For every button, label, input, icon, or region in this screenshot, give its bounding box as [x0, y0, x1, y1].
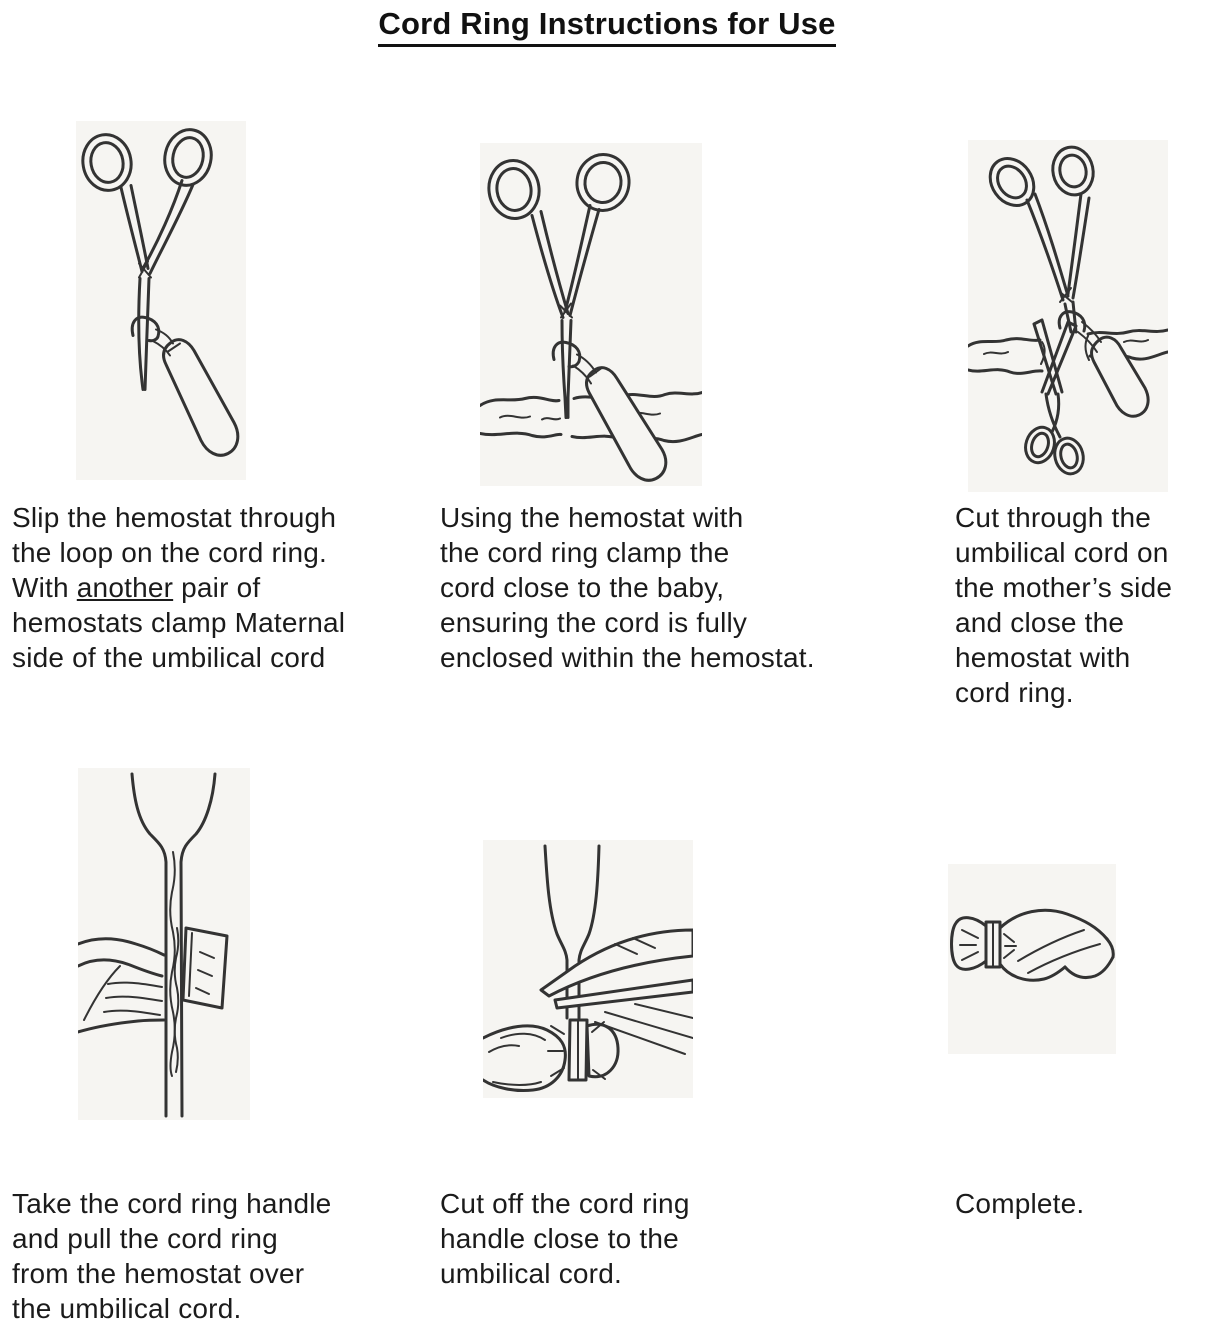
umbilical-cord — [968, 330, 1168, 373]
step1-figure — [76, 121, 246, 480]
step1-caption-line1: Slip the hemostat through — [12, 502, 337, 533]
scissors — [1021, 320, 1087, 477]
step6-figure — [948, 864, 1116, 1054]
step1-caption-line3-before: With — [12, 572, 77, 603]
umbilical-cord — [480, 393, 702, 442]
step6-caption: Complete. — [955, 1188, 1085, 1219]
step1-caption-underlined-word: another — [76, 572, 174, 603]
step1-caption-line4: hemostats clamp Maternal — [12, 607, 346, 638]
hemostat-with-cord-ring-illustration — [76, 121, 246, 480]
step3-figure — [968, 140, 1168, 492]
page-title: Cord Ring Instructions for Use — [378, 6, 835, 47]
step4-figure — [78, 768, 250, 1120]
step2-caption: Using the hemostat with the cord ring clamp the cord close to the baby, ensuring the cord is fully enclosed within the hemostat. — [440, 502, 815, 673]
step5-caption: Cut off the cord ring handle close to the umbilical cord. — [440, 1188, 690, 1289]
hemostat — [981, 143, 1097, 332]
step4-caption: Take the cord ring handle and pull the cord ring from the hemostat over the umbilical cord. — [12, 1188, 332, 1324]
step1-caption-line2: the loop on the cord ring. — [12, 537, 327, 568]
page-title-row — [0, 6, 1214, 47]
hemostat-clamping-cord-illustration — [480, 143, 702, 486]
cord-stump — [1000, 910, 1113, 980]
step1-caption-line3-after: pair of — [173, 572, 261, 603]
scissors-cutting-ring-handle-illustration — [483, 840, 693, 1098]
complete-cord-ring-illustration — [948, 864, 1116, 1054]
hemostat — [79, 125, 217, 389]
cord-ring-bow — [952, 918, 1001, 970]
step5-figure — [483, 840, 693, 1098]
hand-pulling-cord-ring-illustration — [78, 768, 250, 1120]
cord-ring — [548, 1020, 618, 1080]
cord-ring-handle — [183, 928, 227, 1008]
umbilical-cord — [170, 852, 178, 1076]
step2-figure — [480, 143, 702, 486]
step1-caption — [12, 500, 432, 675]
cord-ring-loop-and-handle — [1059, 312, 1148, 417]
step1-caption-line5: side of the umbilical cord — [12, 642, 326, 673]
hand — [78, 939, 164, 1032]
scissors-cutting-cord-illustration — [968, 140, 1168, 492]
hand — [483, 1026, 565, 1091]
step3-caption: Cut through the umbilical cord on the mother’s side and close the hemostat with cord ring. — [955, 502, 1173, 708]
